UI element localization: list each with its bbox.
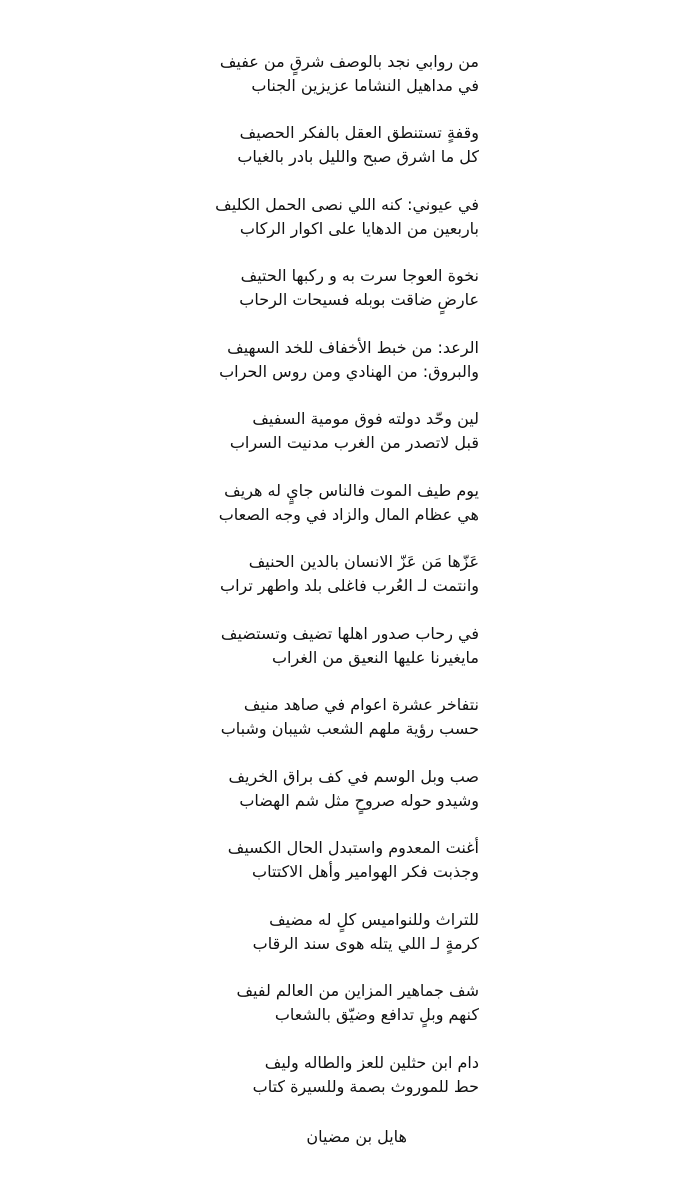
poem-line: كرمةٍ لـ اللي يتله هوى سند الرقاب (252, 934, 479, 953)
poem-line: يوم طيف الموت فالناس جايٍ له هريف (224, 481, 479, 500)
poem-line: مايغيرنا عليها النعيق من الغراب (271, 648, 479, 667)
poem-line: عارضٍ ضاقت بوبله فسيحات الرحاب (239, 290, 479, 309)
poem-line: حسب رؤية ملهم الشعب شيبان وشباب (220, 719, 479, 738)
poem-line: وشيدو حوله صروحٍ مثل شم الهضاب (239, 791, 479, 810)
stanza (179, 908, 479, 956)
poem-line: وقفةٍ تستنطق العقل بالفكر الحصيف (239, 123, 479, 142)
poem-line: من روابي نجد بالوصف شرقٍ من عفيف (219, 52, 479, 71)
poem-line: الرعد: من خبط الأخفاف للخد السهيف (227, 338, 479, 357)
poem-line: عَزّها مَن عَزّ الانسان بالدين الحنيف (248, 552, 479, 571)
poem-line: باربعين من الدهايا على اكوار الركاب (239, 219, 479, 238)
stanza (179, 336, 479, 384)
poem-line: نخوة العوجا سرت به و ركبها الحتيف (240, 266, 479, 285)
stanza (179, 121, 479, 169)
poem-line: قبل لاتصدر من الغرب مدنيت السراب (229, 433, 479, 452)
stanza (179, 193, 479, 241)
stanza (179, 693, 479, 741)
poem-author: هايل بن مضيان (306, 1127, 407, 1146)
poem-line: للتراث وللنواميس كلٍ له مضيف (269, 910, 479, 929)
stanza (179, 50, 479, 98)
poem-line: في رحاب صدور اهلها تضيف وتستضيف (220, 624, 479, 643)
poem (0, 50, 675, 1160)
poem-line: دام ابن حثلين للعز والطاله وليف (264, 1053, 479, 1072)
poem-line: شف جماهير المزاين من العالم لفيف (236, 981, 479, 1000)
poem-line: نتفاخر عشرة اعوام في صاهد منيف (243, 695, 479, 714)
poem-line: أغنت المعدوم واستبدل الحال الكسيف (227, 838, 479, 857)
poem-line: كل ما اشرق صبح والليل بادر بالغياب (237, 147, 479, 166)
poem-line: وجذبت فكر الهوامير وأهل الاكتتاب (252, 862, 479, 881)
stanza (179, 1051, 479, 1099)
poem-line: كنهم وبلٍ تدافع وضيّق بالشعاب (274, 1005, 479, 1024)
poem-line: صب وبل الوسم في كف براق الخريف (228, 767, 479, 786)
poem-line: هي عظام المال والزاد في وجه الصعاب (218, 505, 479, 524)
stanza (179, 836, 479, 884)
poem-line: في عيوني: كنه اللي نصى الحمل الكليف (215, 195, 479, 214)
stanza (179, 407, 479, 455)
stanza (179, 550, 479, 598)
poem-line: وانتمت لـ العُرب فاغلى بلد واطهر تراب (220, 576, 479, 595)
stanza (179, 479, 479, 527)
poem-line: والبروق: من الهنادي ومن روس الحراب (219, 362, 479, 381)
poem-line: في مداهيل النشاما عزيزين الجناب (251, 76, 479, 95)
stanza (179, 622, 479, 670)
stanza (179, 264, 479, 312)
stanza (179, 979, 479, 1027)
stanza (179, 765, 479, 813)
poem-line: حط للموروث بصمة وللسيرة كتاب (252, 1077, 479, 1096)
poem-line: لين وحّد دولته فوق مومية السفيف (252, 409, 479, 428)
